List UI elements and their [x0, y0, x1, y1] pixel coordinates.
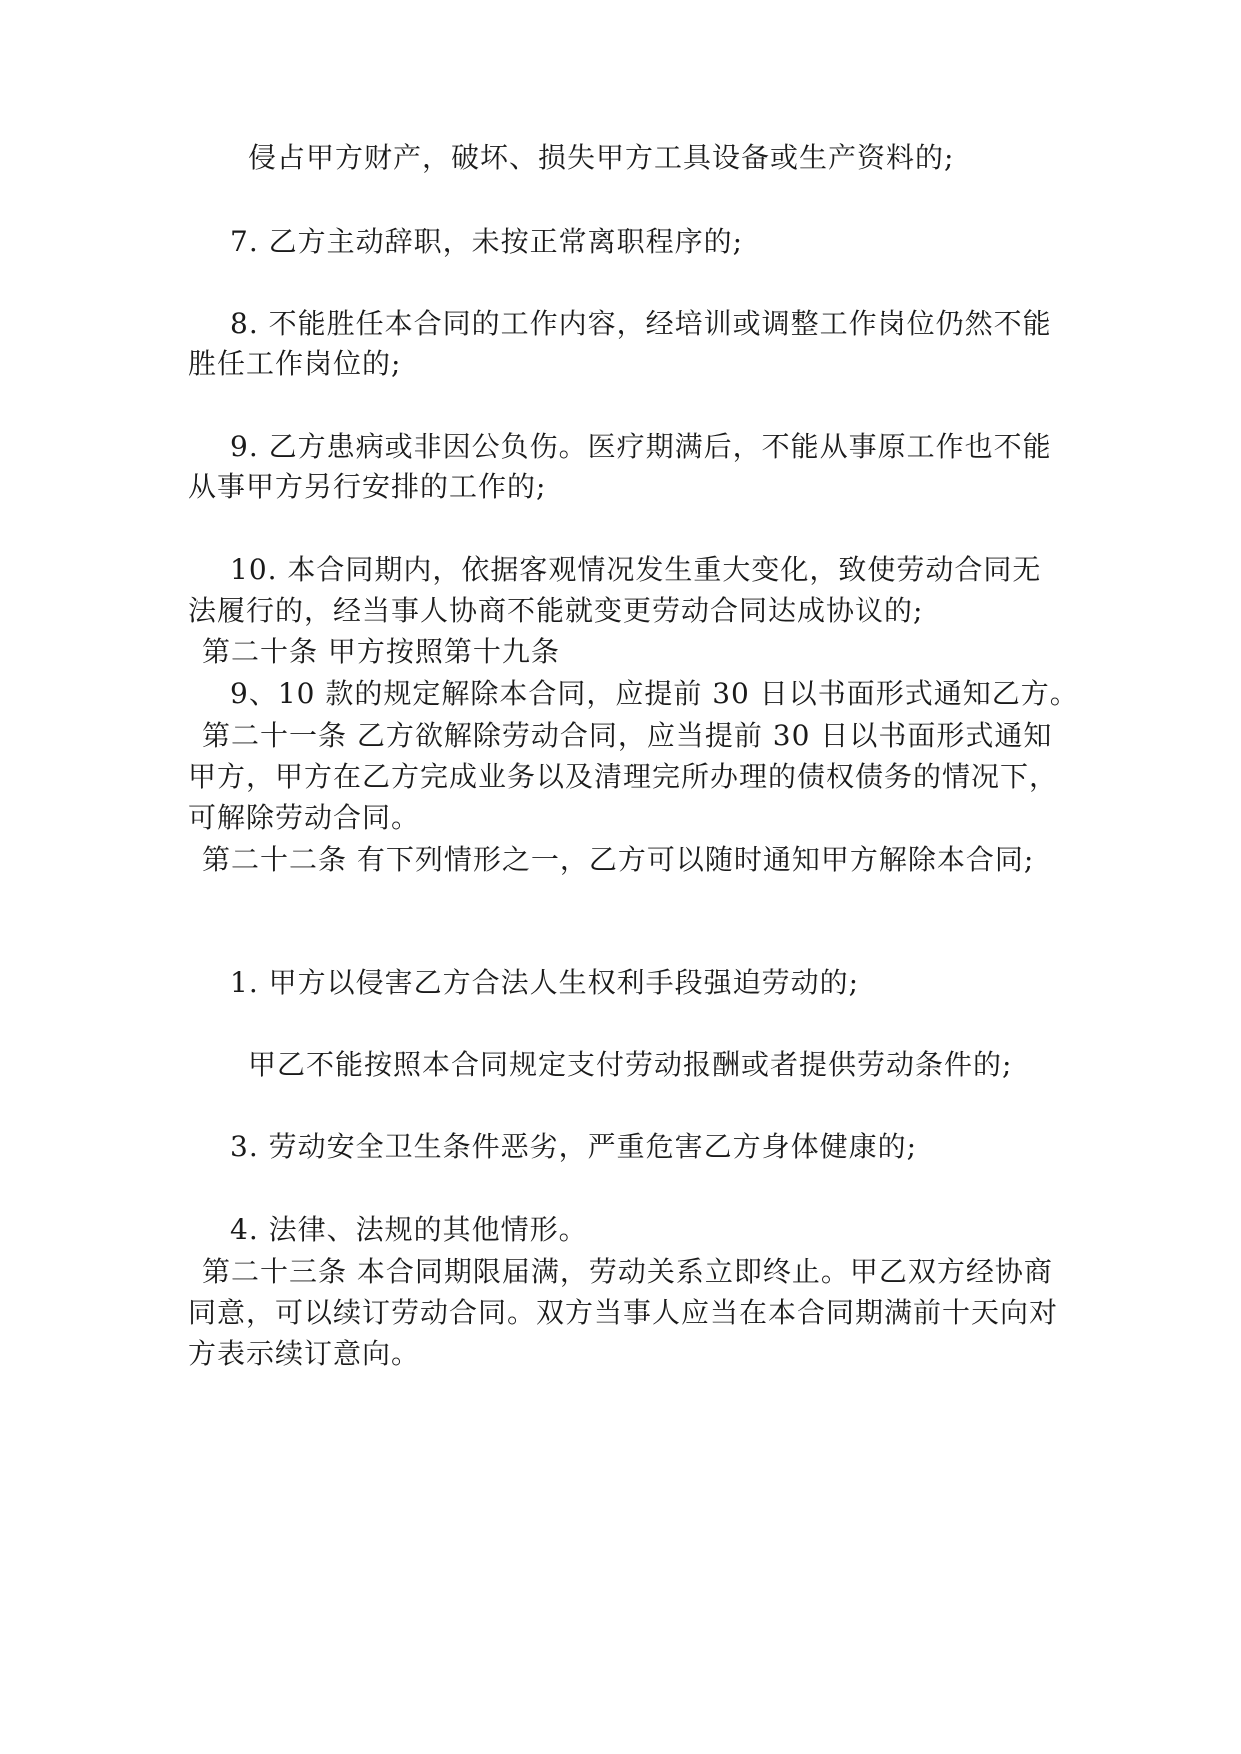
clause-item-8-line-2: 胜任工作岗位的; — [188, 347, 402, 380]
article-23-line-1: 第二十三条 本合同期限届满，劳动关系立即终止。甲乙双方经协商 — [202, 1255, 1053, 1288]
clause-item-6-continuation: 侵占甲方财产，破坏、损失甲方工具设备或生产资料的; — [248, 141, 955, 174]
article-20-line-2: 9、10 款的规定解除本合同，应提前 30 日以书面形式通知乙方。 — [230, 677, 1079, 710]
clause-item-8-line-1: 8. 不能胜任本合同的工作内容，经培训或调整工作岗位仍然不能 — [230, 307, 1052, 340]
article-22-heading: 第二十二条 有下列情形之一，乙方可以随时通知甲方解除本合同; — [202, 843, 1035, 876]
clause-item-10-line-2: 法履行的，经当事人协商不能就变更劳动合同达成协议的; — [188, 594, 924, 627]
article-22-item-2: 甲乙不能按照本合同规定支付劳动报酬或者提供劳动条件的; — [248, 1048, 1013, 1081]
article-21-line-3: 可解除劳动合同。 — [188, 801, 421, 834]
article-22-item-1: 1. 甲方以侵害乙方合法人生权利手段强迫劳动的; — [230, 966, 860, 999]
clause-item-9-line-1: 9. 乙方患病或非因公负伤。医疗期满后，不能从事原工作也不能 — [230, 430, 1052, 463]
article-20-line-1: 第二十条 甲方按照第十九条 — [202, 635, 560, 668]
article-22-item-3: 3. 劳动安全卫生条件恶劣，严重危害乙方身体健康的; — [230, 1130, 918, 1163]
clause-item-10-line-1: 10. 本合同期内，依据客观情况发生重大变化，致使劳动合同无 — [230, 553, 1042, 586]
clause-item-9-line-2: 从事甲方另行安排的工作的; — [188, 470, 547, 503]
article-21-line-1: 第二十一条 乙方欲解除劳动合同，应当提前 30 日以书面形式通知 — [202, 719, 1053, 752]
article-21-line-2: 甲方，甲方在乙方完成业务以及清理完所办理的债权债务的情况下， — [188, 760, 1059, 793]
article-23-line-2: 同意，可以续订劳动合同。双方当事人应当在本合同期满前十天向对 — [188, 1296, 1059, 1329]
article-22-item-4: 4. 法律、法规的其他情形。 — [230, 1213, 588, 1246]
clause-item-7: 7. 乙方主动辞职，未按正常离职程序的; — [230, 225, 744, 258]
article-23-line-3: 方表示续订意向。 — [188, 1337, 421, 1370]
